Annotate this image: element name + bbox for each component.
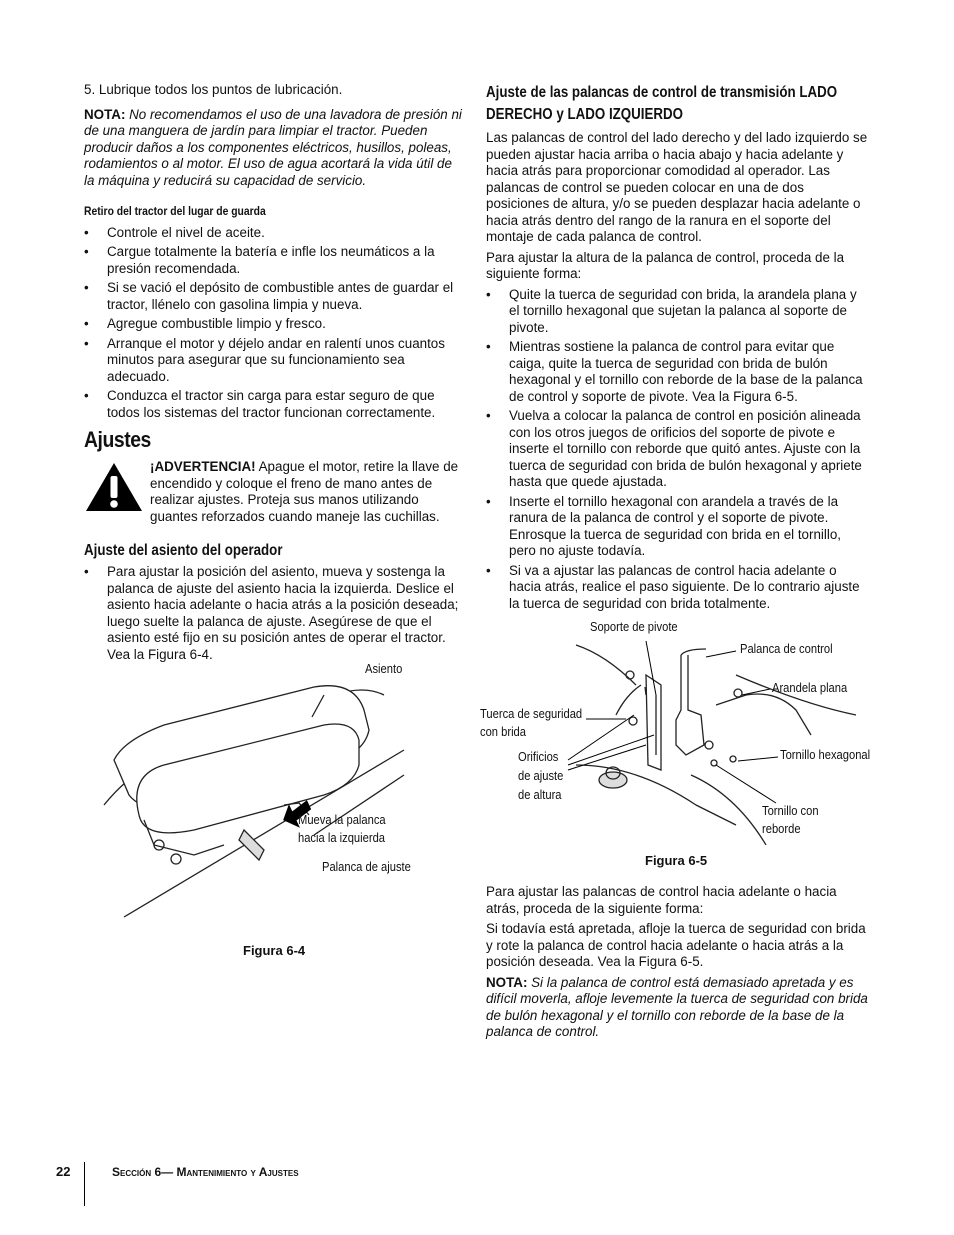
control-para-3: Para ajustar las palancas de control hacia adelante o hacia atrás, proceda de la siguiente forma: [486, 884, 837, 916]
warning-body: Apague el motor, retire la llave de encendido y coloque el freno de mano antes de realizar ajustes. Proteja sus manos utilizando guantes reforzados cuando maneje las cuchillas. [150, 459, 459, 524]
note-washing [84, 107, 466, 190]
section-title: Sección 6— Mantenimiento y Ajustes [112, 1165, 299, 1179]
control-para-2: Para ajustar la altura de la palanca de control, proceda de la siguiente forma: [486, 249, 845, 281]
figure-6-5 [476, 615, 886, 875]
control-list [486, 287, 870, 613]
seat-heading: Ajuste del asiento del operador [84, 542, 283, 559]
left-column [84, 82, 466, 666]
note-text: No recomendamos el uso de una lavadora de presión ni de una manguera de jardín para limpiar el tractor. Pueden producir daños a los componentes eléctricos, husillos, poleas, rodamientos o al motor. El uso de agua acortará la vida útil de la máquina y reducirá su capacidad de servicio. [84, 106, 462, 188]
warning-label: ¡ADVERTENCIA! [150, 459, 256, 474]
right-column-bottom [486, 884, 870, 1041]
list-item: • Agregue combustible limpio y fresco. [84, 316, 466, 333]
list-item: • Cargue totalmente la batería e infle los neumáticos a la presión recomendada. [84, 244, 466, 277]
list-item: • Si va a ajustar las palancas de control hacia adelante o hacia atrás, realice el paso siguiente. De lo contrario ajuste la tuerca de seguridad con brida totalmente. [486, 563, 870, 613]
page-number: 22 [56, 1164, 71, 1179]
label-move-2: hacia la izquierda [298, 830, 386, 845]
list-item: • Inserte el tornillo hexagonal con arandela a través de la ranura de la palanca de control y el soporte de pivote. Enrosque la tuerca de seguridad con brida en el tornillo, pero no ajuste todavía. [486, 494, 870, 560]
figure-6-4-caption: Figura 6-4 [243, 943, 306, 958]
label-shoulder-bolt-2: reborde [762, 821, 801, 836]
label-control-lever: Palanca de control [740, 641, 833, 656]
label-flange-nut-1: Tuerca de seguridad [480, 706, 583, 721]
control-heading-2: DERECHO y LADO IZQUIERDO [486, 106, 684, 123]
note-text: Si la palanca de control está demasiado apretada y es difícil moverla, afloje levemente la tuerca de seguridad con brida de bulón hexagonal y el tornillo con reborde de la base de la palanca de control. [486, 974, 868, 1039]
list-item: • Si se vació el depósito de combustible antes de guardar el tractor, llénelo con gasolina limpia y nueva. [84, 280, 466, 313]
note-label: NOTA: [84, 106, 126, 122]
list-item: • Para ajustar la posición del asiento, mueva y sostenga la palanca de ajuste del asiento hacia la izquierda. Deslice el asiento hacia adelante o hacia atrás a la posición deseada; luego suelte la palanca de ajuste. Asegúrese de que el asiento esté fijo en su posición antes de operar el tractor. Vea la Figura 6-4. [84, 564, 466, 663]
note-lever [486, 975, 870, 1041]
footer-divider [84, 1162, 85, 1206]
label-pivot-support: Soporte de pivote [590, 619, 678, 634]
ajustes-heading: Ajustes [84, 427, 151, 452]
control-para-1: Las palancas de control del lado derecho y del lado izquierdo se pueden ajustar hacia arriba o hacia abajo y hacia adelante y hacia atrás para proporcionar comodidad al operador. Las palancas de control se pueden colocar en una de dos posiciones de altura, y/o se pueden desplazar hacia adelante o hacia atrás dentro del rango de la ranura en el soporte del montaje de cada palanca de control. [486, 130, 868, 244]
list-item: • Mientras sostiene la palanca de control para evitar que caiga, quite la tuerca de seguridad con brida de bulón hexagonal y el tornillo con reborde de la base de la palanca de control y soporte de pivote. Vea la Figura 6-5. [486, 339, 870, 405]
label-flange-nut-2: con brida [480, 724, 526, 739]
warning-triangle-icon [84, 461, 144, 513]
warning-block [84, 459, 466, 529]
label-flat-washer: Arandela plana [772, 680, 848, 695]
list-item: • Conduzca el tractor sin carga para estar seguro de que todos los sistemas del tractor funcionan correctamente. [84, 388, 466, 421]
right-column [486, 82, 870, 615]
figure-6-5-caption: Figura 6-5 [645, 853, 708, 868]
list-item: • Arranque el motor y déjelo andar en ralentí unos cuantos minutos para asegurar que su funcionamiento sea adecuado. [84, 336, 466, 386]
control-para-4: Si todavía está apretada, afloje la tuerca de seguridad con brida y rote la palanca de control hacia adelante o hacia atrás a la posición deseada. Vea la Figura 6-5. [486, 921, 866, 969]
label-holes-1: Orificios [518, 749, 559, 764]
label-shoulder-bolt-1: Tornillo con [762, 803, 819, 818]
seat-illustration [84, 655, 466, 925]
list-item: • Quite la tuerca de seguridad con brida, la arandela plana y el tornillo hexagonal que sujetan la palanca al soporte de pivote. [486, 287, 870, 337]
label-move-1: Mueva la palanca [298, 812, 386, 827]
label-hex-bolt: Tornillo hexagonal [780, 747, 871, 762]
seat-list [84, 564, 466, 663]
list-item: • Controle el nivel de aceite. [84, 225, 466, 242]
list-item: • Vuelva a colocar la palanca de control en posición alineada con los otros juegos de orificios del soporte de pivote e inserte el tornillo con reborde que quitó antes. Ajuste con la tuerca de seguridad con brida de bulón hexagonal y apriete hasta que quede ajustada. [486, 408, 870, 491]
warning-text [150, 459, 466, 525]
label-seat: Asiento [365, 661, 403, 676]
storage-heading: Retiro del tractor del lugar de guarda [84, 206, 266, 218]
note-label: NOTA: [486, 974, 528, 990]
figure-6-4 [84, 655, 466, 958]
label-holes-2: de ajuste [518, 768, 564, 783]
label-lever: Palanca de ajuste [322, 859, 411, 874]
step-5: 5. Lubrique todos los puntos de lubricación. [84, 82, 343, 97]
control-heading-1: Ajuste de las palancas de control de transmisión LADO [486, 84, 838, 101]
label-holes-3: de altura [518, 787, 562, 802]
storage-list [84, 225, 466, 422]
